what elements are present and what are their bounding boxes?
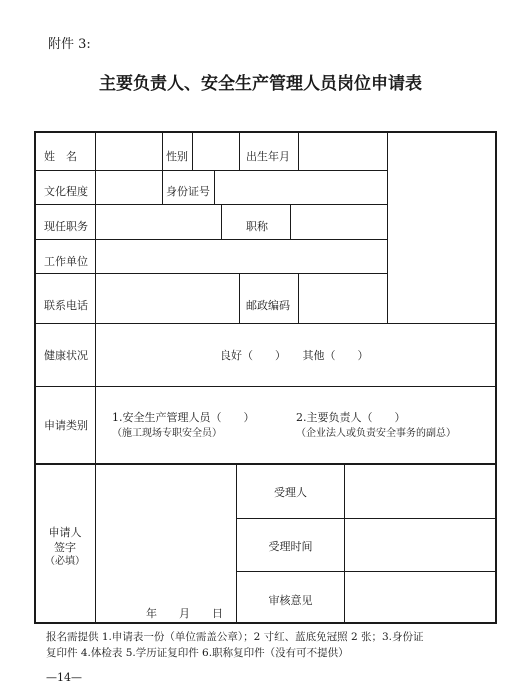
accept-time-label: 受理时间 [268, 540, 313, 553]
signature-label-applicant: 申请人 [48, 526, 82, 539]
health-options[interactable]: 良好（ ） 其他（ ） [220, 349, 369, 362]
employer-label: 工作单位 [44, 255, 88, 268]
name-field[interactable] [96, 133, 162, 170]
professional-title-field[interactable] [291, 205, 387, 239]
photo-area [388, 133, 495, 323]
acceptor-field[interactable] [345, 465, 495, 518]
gender-field[interactable] [193, 133, 239, 170]
id-number-field[interactable] [215, 171, 387, 204]
health-label: 健康状况 [44, 349, 88, 362]
phone-label: 联系电话 [44, 299, 88, 312]
category-label: 申请类别 [44, 419, 88, 432]
education-label: 文化程度 [44, 185, 88, 198]
birth-date-label: 出生年月 [246, 150, 290, 163]
current-position-label: 现任职务 [44, 220, 88, 233]
employer-field[interactable] [96, 240, 387, 273]
current-position-field[interactable] [96, 205, 221, 239]
attachment-label: 附件 3: [48, 37, 91, 52]
page-number: —14— [46, 671, 82, 684]
review-opinion-field[interactable] [345, 572, 495, 622]
signature-label-sign: 签字 [54, 541, 76, 554]
name-label: 姓 名 [44, 150, 77, 163]
form-title: 主要负责人、安全生产管理人员岗位申请表 [99, 74, 422, 94]
signature-required-note: （必填） [45, 556, 85, 567]
review-opinion-label: 审核意见 [268, 594, 313, 607]
footnote-line-1: 报名需提供 1.申请表一份（单位需盖公章）；2 寸红、蓝底免冠照 2 张；3.身份证 [46, 631, 424, 643]
signature-date-line: 年 月 日 [146, 607, 223, 620]
category-option-principal[interactable]: 2.主要负责人（ ） [296, 411, 406, 424]
signature-field[interactable] [96, 465, 236, 605]
category-option-safety-manager-note: （施工现场专职安全员） [112, 428, 222, 439]
phone-field[interactable] [96, 274, 239, 323]
birth-date-field[interactable] [299, 133, 387, 170]
accept-time-field[interactable] [345, 519, 495, 571]
id-number-label: 身份证号 [166, 185, 210, 198]
gender-label: 性别 [166, 150, 188, 163]
postal-code-label: 邮政编码 [246, 299, 290, 312]
category-option-principal-note: （企业法人或负责安全事务的副总） [296, 428, 456, 439]
professional-title-label: 职称 [246, 220, 268, 233]
education-field[interactable] [96, 171, 162, 204]
acceptor-label: 受理人 [274, 486, 307, 499]
postal-code-field[interactable] [299, 274, 387, 323]
category-option-safety-manager[interactable]: 1.安全生产管理人员（ ） [112, 411, 255, 424]
footnote-line-2: 复印件 4.体检表 5.学历证复印件 6.职称复印件（没有可不提供） [46, 647, 349, 659]
